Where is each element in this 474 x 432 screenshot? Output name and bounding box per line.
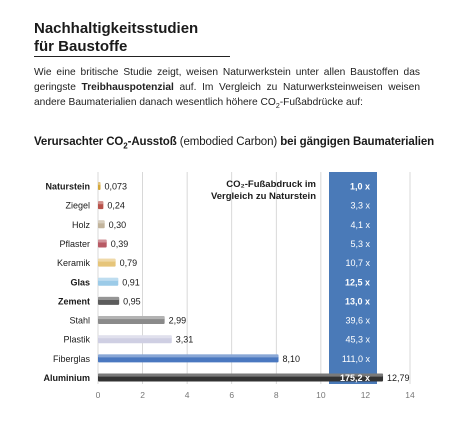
page-title-line-2: für Baustoffe [34, 38, 128, 55]
value-label: 0,073 [104, 181, 128, 192]
intro-text-2: auf. Im Vergleich zu Naturwerksteinweisen weisen andere Baumaterialien danach wesentlich höhere CO [34, 82, 420, 108]
value-label: 0,30 [108, 219, 127, 230]
category-label: Naturstein [45, 181, 90, 192]
comparison-label: 45,3 x [345, 334, 370, 345]
chart-title-part-4: bei gängigen Baumaterialien [277, 136, 435, 148]
value-label: 2,99 [168, 315, 187, 326]
x-tick-label: 2 [140, 390, 145, 400]
category-label: Aluminium [43, 373, 90, 383]
comparison-label: 10,7 x [345, 258, 370, 269]
bar-highlight [98, 297, 119, 300]
comparison-label: 111,0 x [341, 353, 370, 364]
category-label: Pflaster [59, 238, 90, 249]
bar-highlight [98, 335, 172, 338]
bar-highlight [98, 354, 279, 357]
category-label: Ziegel [65, 200, 90, 211]
bar-highlight [98, 220, 105, 223]
value-label: 0,79 [119, 258, 138, 269]
chart-title-subscript: 2 [123, 141, 128, 151]
page-title-line-1: Nachhaltigkeitsstudien [34, 20, 199, 37]
x-tick-label: 10 [316, 390, 326, 400]
comparison-label: 3,3 x [350, 200, 370, 211]
category-label: Glas [70, 277, 90, 288]
category-label: Holz [71, 219, 90, 230]
bar-highlight [98, 201, 103, 204]
category-label: Fiberglas [52, 353, 90, 364]
comparison-label: 13,0 x [344, 296, 370, 307]
comparison-label: 39,6 x [345, 315, 370, 326]
x-tick-label: 0 [95, 390, 101, 400]
x-tick-label: 14 [405, 390, 415, 400]
comparison-header-line-2: Vergleich zu Naturstein [210, 191, 316, 202]
comparison-header-line-1: CO₂-Fußabdruck im [226, 179, 316, 190]
x-tick-label: 4 [184, 390, 190, 400]
value-label: 0,91 [122, 277, 140, 288]
x-tick-label: 6 [229, 390, 235, 400]
x-tick-label: 12 [360, 390, 371, 400]
bar-highlight [98, 259, 116, 262]
chart-title-part-1: Verursachter CO [34, 136, 124, 148]
category-label: Plastik [63, 334, 90, 345]
value-label: 12,79 [387, 373, 410, 383]
category-label: Zement [57, 296, 90, 307]
comparison-label: 4,1 x [350, 219, 370, 230]
intro-bold: Treibhauspotenzial [81, 82, 174, 93]
comparison-label: 175,2 x [339, 373, 370, 383]
comparison-label: 1,0 x [349, 181, 370, 192]
x-tick-label: 8 [273, 390, 279, 400]
bar-highlight [98, 316, 165, 319]
value-label: 0,95 [123, 296, 141, 307]
value-label: 0,39 [110, 238, 129, 249]
value-label: 8,10 [282, 353, 301, 364]
chart-title-part-2: -Ausstoß [127, 136, 177, 148]
category-label: Stahl [69, 315, 90, 326]
intro-subscript: 2 [275, 103, 280, 111]
comparison-label: 12,5 x [344, 277, 370, 288]
intro-text-1: Wie eine britische Studie zeigt, weisen Naturwerkstein unter allen Baustoffen das geringste [34, 67, 420, 93]
bar-highlight [98, 182, 101, 185]
comparison-label: 5,3 x [350, 238, 370, 249]
chart-title-part-3: (embodied Carbon) [176, 136, 278, 148]
intro-text-3: -Fußabdrücke auf: [279, 97, 363, 108]
value-label: 0,24 [107, 200, 125, 211]
value-label: 3,31 [175, 334, 194, 345]
bar-highlight [98, 278, 118, 281]
bar-highlight [98, 239, 107, 242]
category-label: Keramik [56, 258, 90, 269]
